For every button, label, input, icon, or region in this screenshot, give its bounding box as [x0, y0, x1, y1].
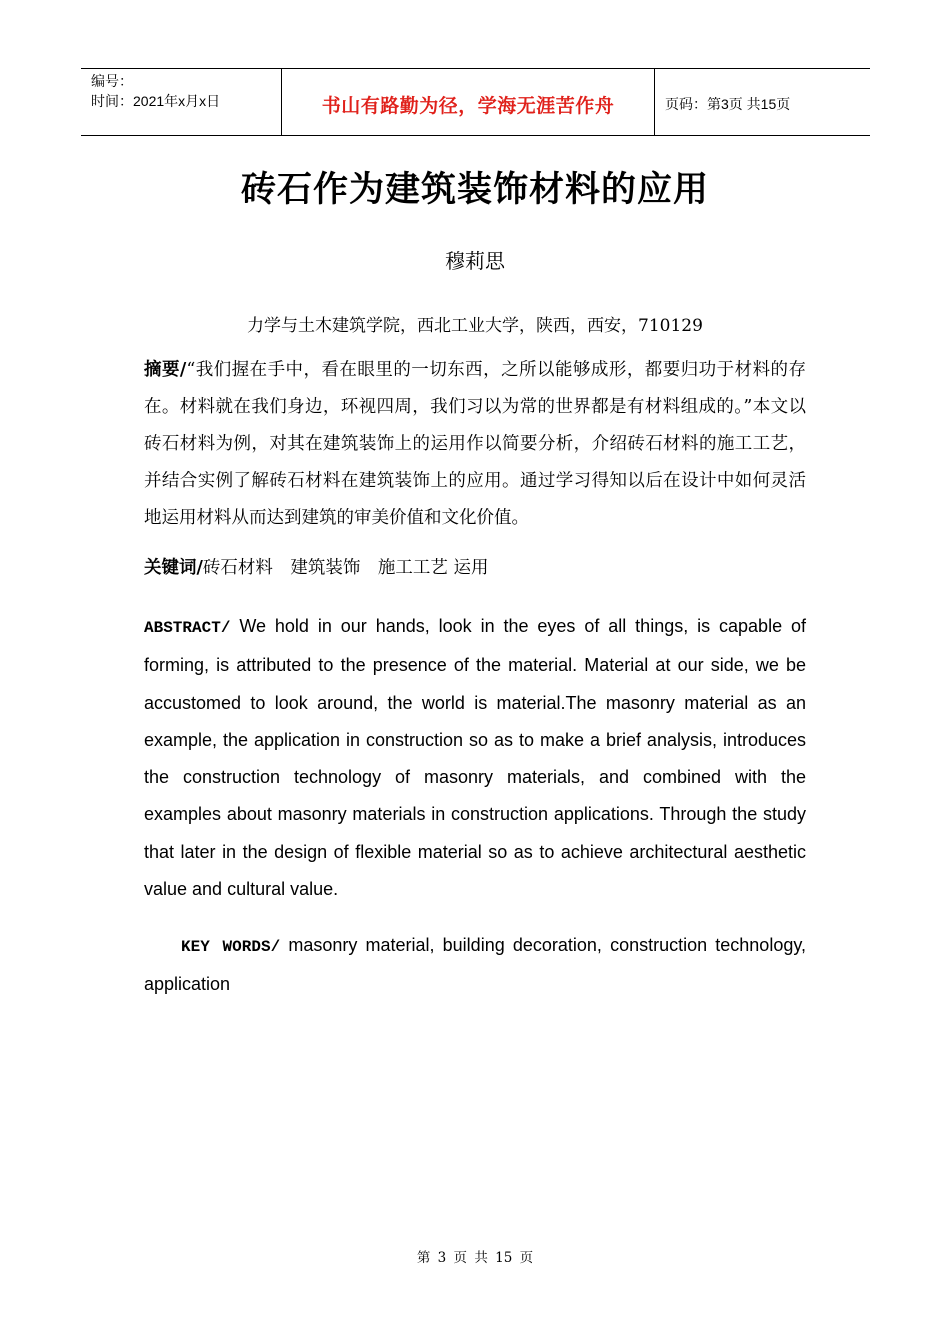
- keywords-en-text: masonry material, building decoration, construction technology, application: [144, 935, 807, 994]
- abstract-en-label: ABSTRACT/: [144, 619, 231, 637]
- keywords-zh-label: 关键词/: [144, 558, 203, 578]
- paper-author: 穆莉思: [445, 249, 505, 273]
- header-motto-cell: [281, 69, 655, 135]
- page-footer: 第 3 页 共 15 页: [416, 1250, 534, 1266]
- header-page-cell: [655, 69, 870, 135]
- paper-title: 砖石作为建筑装饰材料的应用: [240, 170, 709, 209]
- keywords-en-label: KEY WORDS/: [181, 938, 281, 956]
- keywords-zh: [144, 551, 806, 585]
- header-page-info: 页码：第3页 共15页: [665, 96, 791, 112]
- paper-affiliation: 力学与土木建筑学院，西北工业大学，陕西，西安，710129: [247, 316, 703, 336]
- keywords-en: [144, 927, 806, 1003]
- abstract-zh-label: 摘要/: [144, 360, 187, 380]
- abstract-zh: [144, 352, 806, 537]
- document-date-label: 时间：2021年x月x日: [91, 93, 221, 109]
- header-meta-cell: [81, 69, 281, 135]
- abstract-zh-text: “我们握在手中，看在眼里的一切东西，之所以能够成形，都要归功于材料的存在。材料就在我们身边，环视四周，我们习以为常的世界都是有材料组成的。”本文以砖石材料为例，对其在建筑装饰上的运用作以简要分析，介绍砖石材料的施工工艺，并结合实例了解砖石材料在建筑装饰上的应用。通过学习得知以后在设计中如何灵活地运用材料从而达到建筑的审美价值和文化价值。: [144, 360, 806, 528]
- header-motto: 书山有路勤为径，学海无涯苦作舟: [321, 96, 615, 117]
- keywords-zh-text: 砖石材料 建筑装饰 施工工艺 运用: [202, 558, 489, 578]
- document-number-label: 编号：: [91, 73, 133, 89]
- abstract-en: [144, 608, 806, 908]
- document-header: [81, 68, 870, 136]
- abstract-en-text: We hold in our hands, look in the eyes of all things, is capable of forming, is attributed to the presence of the material. Material at our side, we be accustomed to look around, the world is material.The masonry material as an example, the application in construction so as to make a brief analysis, introduces the construction technology of masonry materials, and combined with the examples about masonry materials in construction applications. Through the study that later in the design of flexible material so as to achieve architectural aesthetic value and cultural value.: [144, 616, 806, 900]
